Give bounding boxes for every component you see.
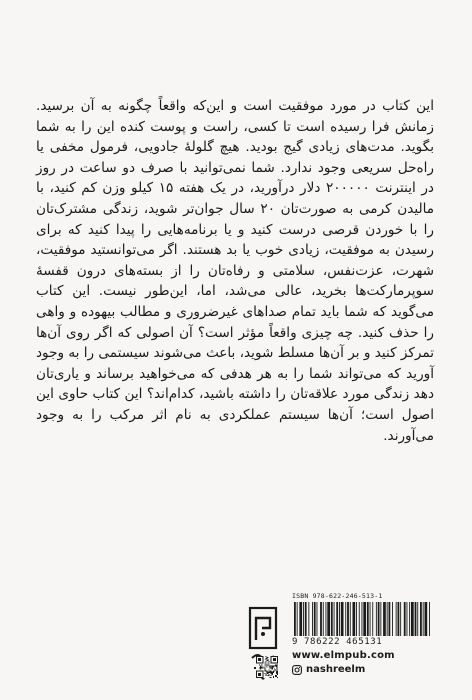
- qr-module: [266, 657, 267, 658]
- barcode-bar: [400, 602, 401, 636]
- qr-module: [276, 672, 277, 673]
- qr-module: [272, 669, 273, 670]
- qr-module: [261, 666, 262, 667]
- barcode: [292, 602, 432, 636]
- barcode-bar: [370, 602, 371, 636]
- qr-code: [256, 656, 278, 678]
- qr-module: [260, 665, 261, 666]
- barcode-bar: [353, 602, 356, 636]
- barcode-bar: [320, 602, 322, 636]
- barcode-bar: [407, 602, 408, 636]
- barcode-bar: [297, 602, 298, 636]
- isbn-number: ISBN 978-622-246-513-1: [292, 592, 383, 600]
- qr-module: [266, 660, 267, 661]
- qr-module: [272, 673, 273, 674]
- qr-module: [276, 664, 277, 665]
- qr-module: [270, 672, 271, 673]
- qr-module: [277, 674, 278, 675]
- qr-module: [276, 673, 277, 674]
- qr-module: [268, 660, 269, 661]
- barcode-bar: [326, 602, 327, 636]
- qr-module: [275, 670, 276, 671]
- qr-module: [275, 676, 276, 677]
- barcode-bar: [341, 602, 344, 636]
- qr-module: [273, 671, 274, 672]
- qr-module: [271, 668, 272, 669]
- qr-module: [270, 665, 271, 666]
- barcode-bar: [380, 602, 381, 636]
- qr-module: [273, 677, 274, 678]
- qr-module: [268, 657, 269, 658]
- barcode-bar: [423, 602, 424, 636]
- qr-module: [266, 671, 267, 672]
- qr-module: [264, 670, 265, 671]
- qr-module: [266, 673, 267, 674]
- back-cover-blurb: [36, 96, 434, 446]
- qr-module: [263, 666, 264, 667]
- qr-module: [270, 668, 271, 669]
- qr-module: [268, 673, 269, 674]
- qr-module: [275, 665, 276, 666]
- barcode-bar: [392, 602, 393, 636]
- qr-module: [265, 665, 266, 666]
- qr-module: [272, 666, 273, 667]
- barcode-bar: [356, 602, 357, 636]
- qr-module: [265, 663, 266, 664]
- website-link[interactable]: www.elmpub.com: [292, 650, 395, 661]
- qr-module: [269, 670, 270, 671]
- qr-module: [276, 671, 277, 672]
- instagram-row[interactable]: [292, 664, 442, 675]
- barcode-bar: [327, 602, 330, 636]
- qr-module: [276, 675, 277, 676]
- barcode-bar: [398, 602, 400, 636]
- qr-module: [268, 672, 269, 673]
- qr-module: [265, 671, 266, 672]
- barcode-bar: [312, 602, 313, 636]
- qr-module: [272, 665, 273, 666]
- qr-module: [271, 665, 272, 666]
- barcode-bar: [303, 602, 304, 636]
- qr-module: [276, 665, 277, 666]
- qr-module: [272, 674, 273, 675]
- barcode-bar: [359, 602, 360, 636]
- qr-module: [261, 668, 262, 669]
- qr-module: [268, 659, 269, 660]
- barcode-bar: [334, 602, 335, 636]
- qr-module: [276, 676, 277, 677]
- qr-module: [264, 664, 265, 665]
- qr-module: [262, 668, 263, 669]
- qr-module: [277, 664, 278, 665]
- qr-module: [269, 661, 270, 662]
- barcode-bar: [409, 602, 410, 636]
- qr-module: [273, 658, 276, 661]
- qr-module: [273, 665, 274, 666]
- qr-module: [264, 668, 265, 669]
- barcode-bar: [331, 602, 333, 636]
- qr-module: [269, 675, 270, 676]
- qr-module: [271, 675, 272, 676]
- barcode-bar: [389, 602, 391, 636]
- qr-module: [276, 669, 277, 670]
- barcode-bar: [299, 602, 302, 636]
- qr-module: [259, 668, 260, 669]
- qr-module: [265, 675, 266, 676]
- qr-module: [269, 665, 270, 666]
- barcode-bar: [317, 602, 318, 636]
- contact-info: [292, 650, 442, 675]
- instagram-handle: nashreelm: [306, 664, 366, 675]
- qr-module: [277, 669, 278, 670]
- qr-module: [266, 658, 267, 659]
- qr-module: [265, 656, 266, 657]
- qr-module: [274, 671, 275, 672]
- barcode-bar: [362, 602, 363, 636]
- qr-module: [260, 666, 261, 667]
- qr-module: [269, 672, 270, 673]
- barcode-bar: [367, 602, 369, 636]
- qr-module: [265, 674, 266, 675]
- barcode-bar: [350, 602, 351, 636]
- qr-module: [261, 664, 262, 665]
- qr-module: [265, 659, 266, 660]
- barcode-digits: 9 786222 465131: [292, 637, 383, 647]
- barcode-bar: [411, 602, 414, 636]
- qr-module: [273, 666, 274, 667]
- qr-module: [277, 677, 278, 678]
- qr-module: [265, 658, 266, 659]
- qr-module: [276, 666, 277, 667]
- isbn-block: [292, 592, 432, 647]
- barcode-bar: [347, 602, 349, 636]
- barcode-bar: [404, 602, 406, 636]
- barcode-bar: [323, 602, 324, 636]
- barcode-bar: [417, 602, 418, 636]
- barcode-bar: [305, 602, 307, 636]
- qr-module: [264, 669, 265, 670]
- barcode-bar: [372, 602, 373, 636]
- qr-module: [274, 669, 275, 670]
- barcode-bar: [339, 602, 340, 636]
- barcode-bar: [420, 602, 422, 636]
- qr-module: [260, 668, 261, 669]
- qr-module: [268, 675, 269, 676]
- qr-module: [264, 662, 265, 663]
- barcode-bar: [314, 602, 316, 636]
- qr-module: [272, 668, 273, 669]
- barcode-bar: [308, 602, 309, 636]
- qr-module: [269, 663, 270, 664]
- qr-module: [269, 674, 270, 675]
- qr-module: [270, 671, 271, 672]
- qr-module: [260, 669, 261, 670]
- qr-module: [264, 671, 265, 672]
- qr-module: [266, 664, 267, 665]
- barcode-bar: [383, 602, 386, 636]
- barcode-bar: [396, 602, 397, 636]
- barcode-bar: [425, 602, 428, 636]
- qr-module: [271, 672, 272, 673]
- qr-module: [258, 658, 261, 661]
- qr-module: [271, 673, 272, 674]
- qr-module: [277, 671, 278, 672]
- qr-module: [272, 672, 273, 673]
- qr-module: [270, 666, 271, 667]
- blurb-text: این کتاب در مورد موفقیت است و این‌که واقعاً چگونه به آن برسید. زمانش فرا رسیده است تا کسی، راست و پوست کنده این را به شما بگوید. مدت‌های زیادی گیج بودید. هیچ گلولهٔ جادویی، فرمول مخفی یا راه‌حل سریعی وجود ندارد. شما نمی‌توانید با صرف دو ساعت در روز در اینترنت ۲۰۰۰۰۰ دلار درآورید، در یک هفته ۱۵ کیلو وزن کم کنید، با مالیدن کرمی به صورت‌تان ۲۰ سال جوان‌تر شوید، زندگی مشترک‌تان را با خوردن قرصی درست کنید و یا برنامه‌هایی را پیدا کنید که برای رسیدن به موفقیت، زیادی خوب یا بد هستند. اگر می‌توانستید موفقیت، شهرت، عزت‌نفس، سلامتی و رفاه‌تان را از بسته‌های درون قفسهٔ سوپرمارکت‌ها بخرید، عالی می‌شد، اما، این‌طور نیست. این کتاب می‌گوید که شما باید تمام صداهای غیرضروری و مطالب بیهوده و واهی را حذف کنید. چه چیزی واقعاً مؤثر است؟ آن اصولی که اگر روی آن‌ها تمرکز کنید و بر آن‌ها مسلط شوید، باعث می‌شوند سیستمی را به وجود آورید که می‌تواند شما را به هر هدفی که می‌خواهید برساند و یاری‌تان دهد زندگی مورد علاقه‌تان را داشته باشید، کدام‌اند؟ این کتاب حاوی این اصول است؛ آن‌ها سیستم عملکردی به نام اثر مرکب را به وجود می‌آورند.: [36, 98, 435, 444]
- qr-module: [275, 664, 276, 665]
- barcode-bar: [387, 602, 388, 636]
- qr-module: [271, 671, 272, 672]
- qr-module: [265, 661, 266, 662]
- qr-module: [259, 664, 260, 665]
- qr-module: [268, 662, 269, 663]
- qr-module: [264, 673, 265, 674]
- qr-module: [271, 677, 272, 678]
- qr-module: [270, 677, 271, 678]
- qr-module: [277, 673, 278, 674]
- qr-module: [277, 672, 278, 673]
- barcode-bar: [336, 602, 338, 636]
- qr-module: [273, 676, 274, 677]
- barcode-bar: [429, 602, 430, 636]
- qr-module: [277, 666, 278, 667]
- barcode-bar: [415, 602, 417, 636]
- qr-module: [275, 675, 276, 676]
- barcode-bar: [378, 602, 380, 636]
- qr-module: [266, 672, 267, 673]
- qr-module: [258, 673, 261, 676]
- barcode-bar: [345, 602, 346, 636]
- instagram-icon: [292, 665, 302, 675]
- qr-module: [268, 664, 269, 665]
- qr-module: [273, 672, 274, 673]
- barcode-bar: [294, 602, 296, 636]
- barcode-bar: [363, 602, 366, 636]
- qr-module: [274, 665, 275, 666]
- barcode-bar: [376, 602, 377, 636]
- qr-module: [266, 666, 267, 667]
